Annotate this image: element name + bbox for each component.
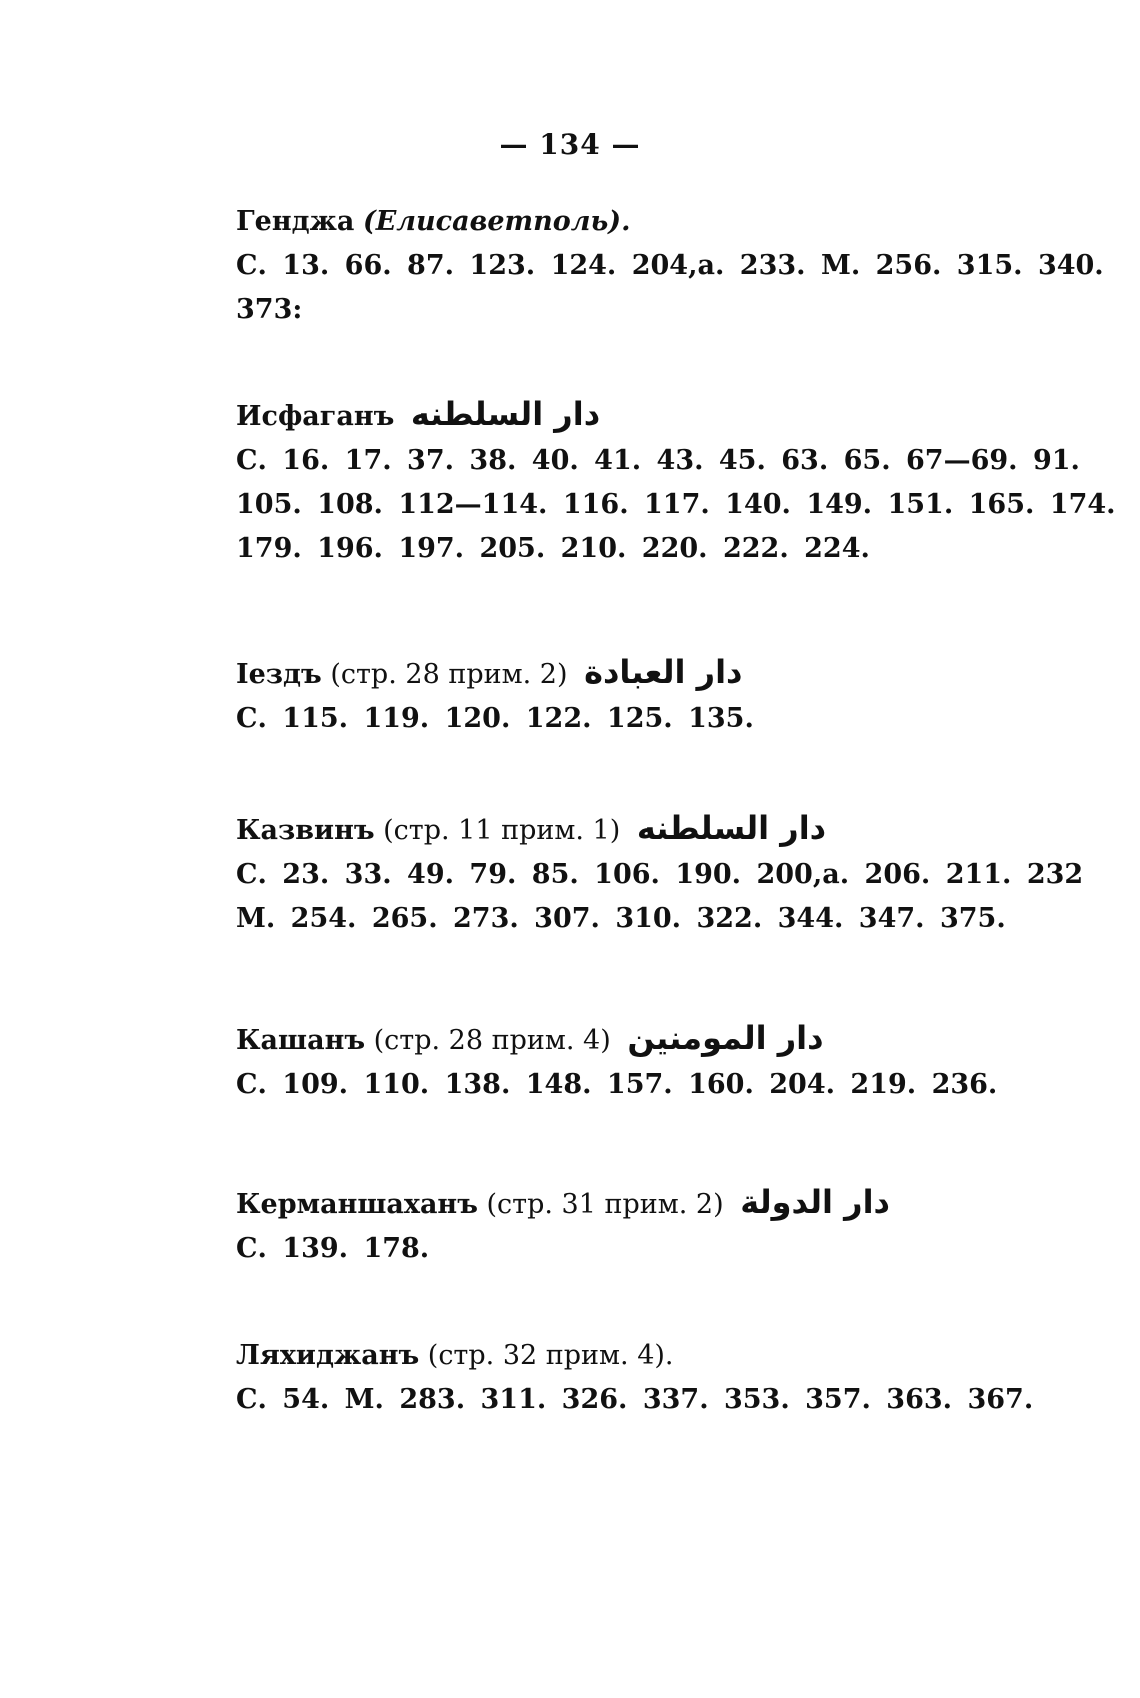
entry-arabic-epithet: دار الدولة bbox=[740, 1183, 890, 1221]
entry-heading bbox=[236, 1016, 1016, 1063]
entry-arabic-epithet: دار السلطنه bbox=[636, 809, 827, 847]
entry-page-references bbox=[236, 1227, 1016, 1271]
entry-name: Іездъ bbox=[236, 659, 322, 690]
entry-heading bbox=[236, 1180, 1016, 1227]
entry-page-references bbox=[236, 1063, 1016, 1107]
index-entry-gendzha bbox=[236, 200, 1104, 332]
reference-line: С. 16. 17. 37. 38. 40. 41. 43. 45. 63. 65. 67—69. 91. bbox=[236, 445, 1080, 476]
index-entry-kermanshakhan bbox=[236, 1180, 1016, 1271]
entry-footnote-reference: (стр. 32 прим. 4). bbox=[427, 1340, 674, 1371]
entry-name: Исфаганъ bbox=[236, 401, 395, 432]
entry-page-references bbox=[236, 244, 1104, 332]
entry-page-references bbox=[236, 697, 1016, 741]
entry-heading bbox=[236, 392, 1016, 439]
index-entry-kazvin bbox=[236, 806, 1084, 941]
entry-page-references bbox=[236, 853, 1084, 941]
entry-name: Керманшаханъ bbox=[236, 1189, 478, 1220]
entry-heading bbox=[236, 200, 1016, 244]
reference-line: М. 254. 265. 273. 307. 310. 322. 344. 347. 375. bbox=[236, 903, 1006, 934]
reference-line: С. 109. 110. 138. 148. 157. 160. 204. 219. 236. bbox=[236, 1069, 998, 1100]
reference-line: 105. 108. 112—114. 116. 117. 140. 149. 151. 165. 174. bbox=[236, 489, 1116, 520]
entry-name: Кашанъ bbox=[236, 1025, 366, 1056]
entry-arabic-epithet: دار السلطنه bbox=[410, 395, 601, 433]
reference-line: С. 23. 33. 49. 79. 85. 106. 190. 200,а. 206. 211. 232 bbox=[236, 859, 1084, 890]
entry-arabic-epithet: دار العبادة bbox=[584, 653, 743, 691]
entry-footnote-reference: (стр. 28 прим. 2) bbox=[330, 659, 568, 690]
entry-page-references bbox=[236, 1378, 1034, 1422]
index-entry-kashan bbox=[236, 1016, 1016, 1107]
entry-footnote-reference: (стр. 11 прим. 1) bbox=[383, 815, 621, 846]
index-entry-lyakhidzhan bbox=[236, 1334, 1034, 1422]
page-number: — 134 — bbox=[499, 128, 641, 161]
entry-heading bbox=[236, 650, 1016, 697]
reference-line: С. 13. 66. 87. 123. 124. 204,а. 233. М. 256. 315. 340. bbox=[236, 250, 1104, 281]
entry-footnote-reference: (стр. 28 прим. 4) bbox=[373, 1025, 611, 1056]
reference-line: С. 139. 178. bbox=[236, 1233, 430, 1264]
entry-arabic-epithet: دار المومنين bbox=[627, 1019, 824, 1057]
entry-name: Казвинъ bbox=[236, 815, 375, 846]
reference-line: С. 54. М. 283. 311. 326. 337. 353. 357. 363. 367. bbox=[236, 1384, 1034, 1415]
reference-line: С. 115. 119. 120. 122. 125. 135. bbox=[236, 703, 754, 734]
index-entry-iezd bbox=[236, 650, 1016, 741]
entry-footnote-reference: (стр. 31 прим. 2) bbox=[486, 1189, 724, 1220]
reference-line: 179. 196. 197. 205. 210. 220. 222. 224. bbox=[236, 533, 870, 564]
reference-line: 373: bbox=[236, 294, 303, 325]
entry-heading bbox=[236, 806, 1016, 853]
index-entry-isfagan bbox=[236, 392, 1116, 571]
entry-name: Генджа bbox=[236, 206, 355, 237]
entry-page-references bbox=[236, 439, 1116, 571]
entry-variant-name: (Елисаветполь). bbox=[362, 206, 631, 237]
entry-name: Ляхиджанъ bbox=[236, 1340, 420, 1371]
entry-heading bbox=[236, 1334, 1016, 1378]
